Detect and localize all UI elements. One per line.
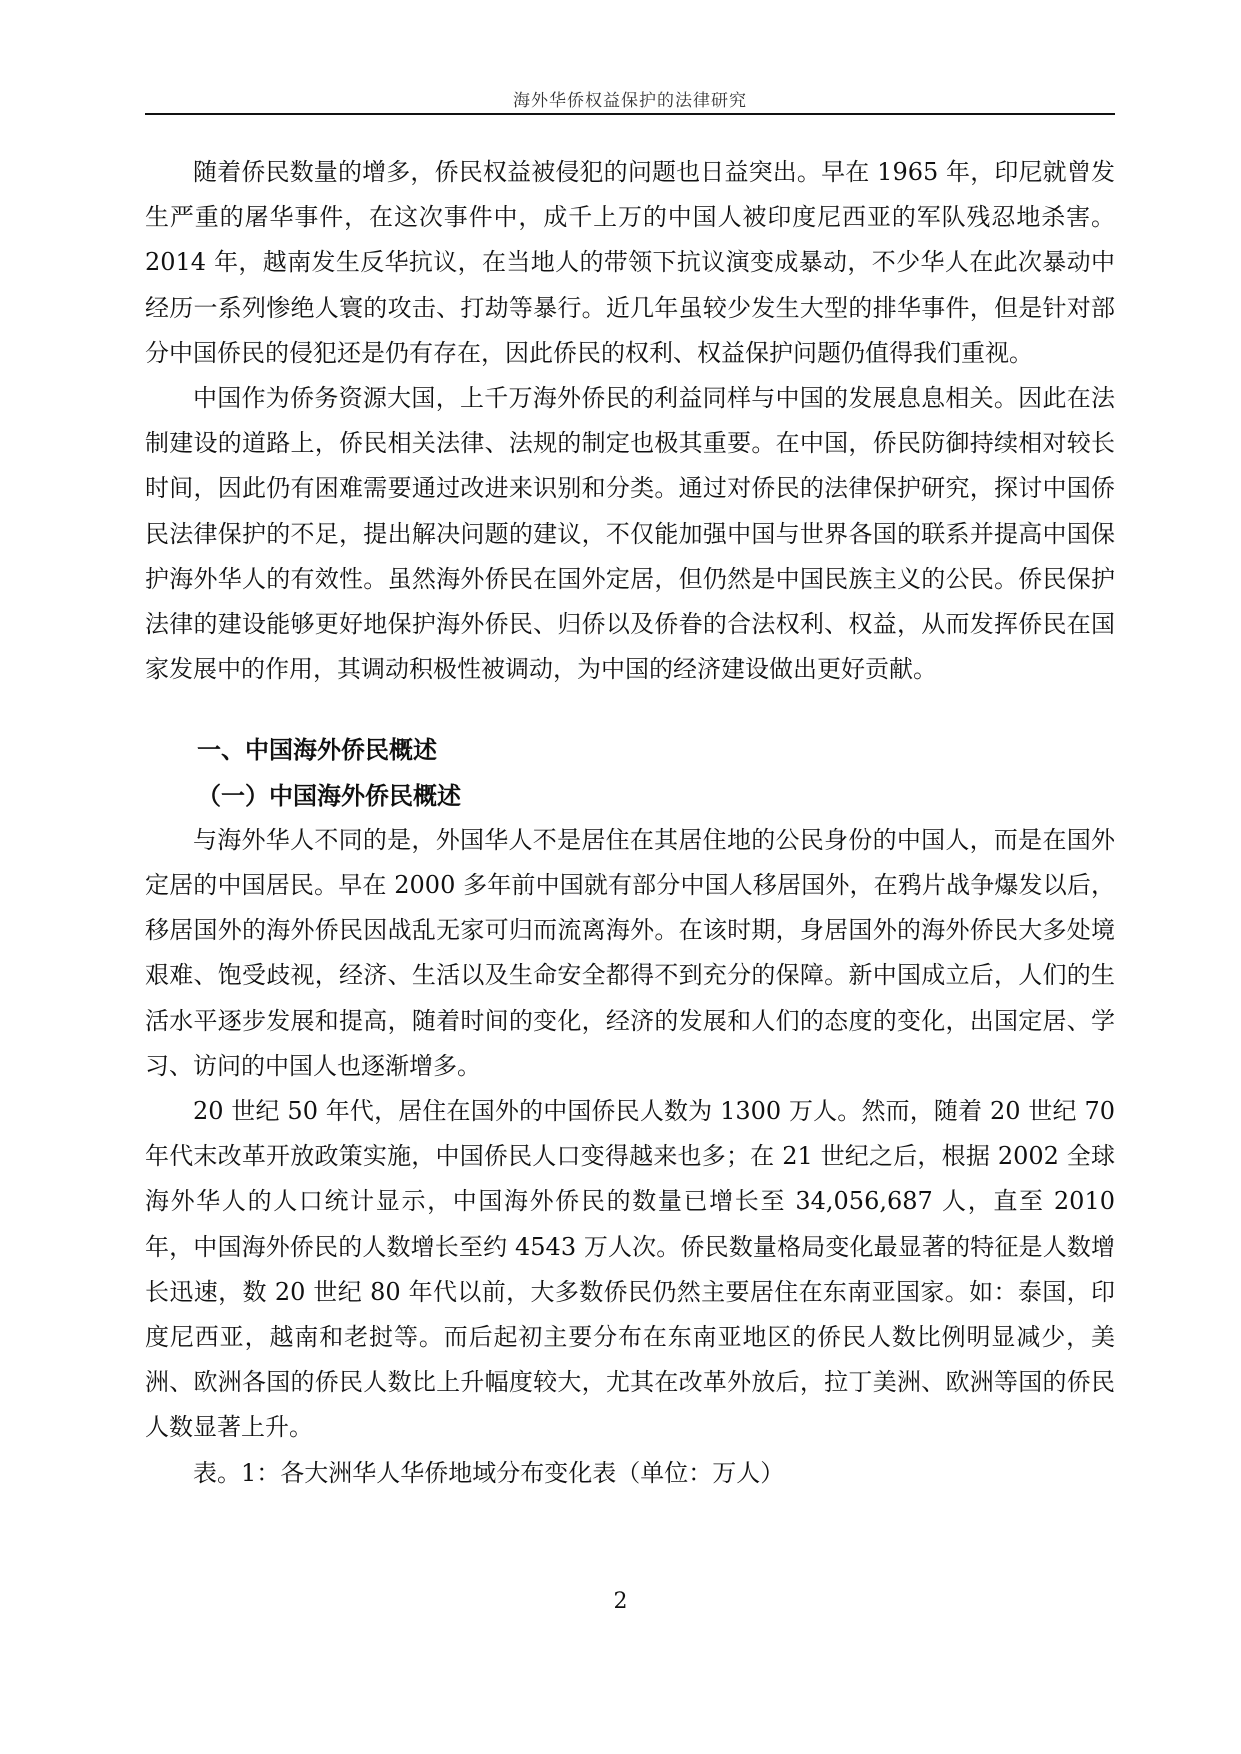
page-number: 2: [613, 1589, 628, 1614]
header-rule: [145, 113, 1115, 115]
section-heading: 一、中国海外侨民概述: [197, 735, 437, 765]
table-caption: 表。1：各大洲华人华侨地域分布变化表（单位：万人）: [193, 1458, 785, 1487]
document-body: [145, 150, 1115, 1496]
body-paragraph: 20 世纪 50 年代，居住在国外的中国侨民人数为 1300 万人。然而，随着 20 世纪 70 年代末改革开放政策实施，中国侨民人口变得越来也多；在 21 世纪之后，根据 2002 全球海外华人的人口统计显示，中国海外侨民的数量已增长至 34,056,687 人，直至 2010 年，中国海外侨民的人数增长至约 4543 万人次。侨民数量格局变化最显著的特征是人数增长迅速，数 20 世纪 80 年代以前，大多数侨民仍然主要居住在东南亚国家。如：泰国，印度尼西亚，越南和老挝等。而后起初主要分布在东南亚地区的侨民人数比例明显减少，美洲、欧洲各国的侨民人数比上升幅度较大，尤其在改革外放后，拉丁美洲、欧洲等国的侨民人数显著上升。: [145, 1097, 1115, 1442]
running-header: 海外华侨权益保护的法律研究: [513, 91, 747, 111]
subsection-heading: （一）中国海外侨民概述: [197, 780, 461, 810]
body-paragraph: 与海外华人不同的是，外国华人不是居住在其居住地的公民身份的中国人，而是在国外定居的中国居民。早在 2000 多年前中国就有部分中国人移居国外，在鸦片战争爆发以后，移居国外的海外侨民因战乱无家可归而流离海外。在该时期，身居国外的海外侨民大多处境艰难、饱受歧视，经济、生活以及生命安全都得不到充分的保障。新中国成立后，人们的生活水平逐步发展和提高，随着时间的变化，经济的发展和人们的态度的变化，出国定居、学习、访问的中国人也逐渐增多。: [145, 825, 1115, 1080]
body-paragraph: 中国作为侨务资源大国，上千万海外侨民的利益同样与中国的发展息息相关。因此在法制建设的道路上，侨民相关法律、法规的制定也极其重要。在中国，侨民防御持续相对较长时间，因此仍有困难需要通过改进来识别和分类。通过对侨民的法律保护研究，探讨中国侨民法律保护的不足，提出解决问题的建议，不仅能加强中国与世界各国的联系并提高中国保护海外华人的有效性。虽然海外侨民在国外定居，但仍然是中国民族主义的公民。侨民保护法律的建设能够更好地保护海外侨民、归侨以及侨眷的合法权利、权益，从而发挥侨民在国家发展中的作用，其调动积极性被调动，为中国的经济建设做出更好贡献。: [145, 384, 1115, 684]
body-paragraph: 随着侨民数量的增多，侨民权益被侵犯的问题也日益突出。早在 1965 年，印尼就曾发生严重的屠华事件，在这次事件中，成千上万的中国人被印度尼西亚的军队残忍地杀害。2014 年，越南发生反华抗议，在当地人的带领下抗议演变成暴动，不少华人在此次暴动中经历一系列惨绝人寰的攻击、打劫等暴行。近几年虽较少发生大型的排华事件，但是针对部分中国侨民的侵犯还是仍有存在，因此侨民的权利、权益保护问题仍值得我们重视。: [145, 158, 1115, 367]
